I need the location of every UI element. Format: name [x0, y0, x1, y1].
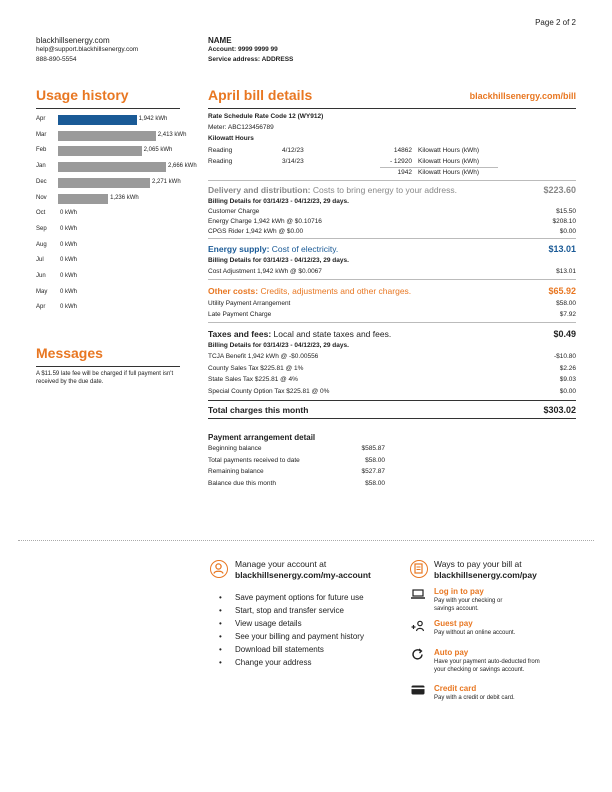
company-email[interactable]: help@support.blackhillsenergy.com [36, 46, 139, 53]
other-item: Late Payment Charge [208, 311, 272, 318]
arrangement-title: Payment arrangement detail [208, 433, 316, 442]
arrangement-item: Balance due this month [208, 480, 276, 487]
bill-details-title: April bill details [208, 87, 313, 103]
reading-date: 4/12/23 [282, 147, 304, 154]
rate-schedule: Rate Schedule Rate Code 12 (WY912) [208, 113, 324, 120]
usage-value: 1,236 kWh [110, 194, 139, 201]
other-item: Utility Payment Arrangement [208, 300, 291, 307]
manage-feature-item: • Change your address [235, 658, 312, 667]
usage-value: 0 kWh [60, 273, 78, 279]
tax-amount: -$10.80 [553, 353, 576, 360]
tax-item: State Sales Tax $225.81 @ 4% [208, 376, 298, 383]
usage-value: 0 kWh [60, 304, 78, 311]
supply-heading [208, 244, 338, 254]
delivery-amount: $15.50 [556, 208, 576, 215]
usage-value: 0 kWh [60, 241, 78, 248]
pay-heading: Ways to pay your bill at [434, 559, 522, 569]
other-divider [208, 322, 576, 323]
total-charges-amount: $303.02 [543, 405, 576, 415]
usage-bar [58, 194, 108, 204]
guest-pay-option[interactable]: Guest pay [434, 619, 473, 628]
total-bottom-divider [208, 418, 576, 419]
usage-row [36, 177, 186, 189]
supply-billing-details: Billing Details for 03/14/23 - 04/12/23, 29 days. [208, 257, 349, 264]
delivery-amount: $0.00 [559, 228, 576, 235]
usage-row [36, 145, 186, 157]
usage-month: Apr [36, 304, 46, 311]
reading-unit: Kilowatt Hours (kWh) [418, 158, 480, 165]
delivery-item: Customer Charge [208, 208, 260, 215]
arrangement-amount: $58.00 [365, 480, 385, 487]
readings-bottom-divider [208, 180, 576, 181]
manage-feature-item: • Save payment options for future use [235, 593, 364, 602]
usage-value: 0 kWh [60, 225, 78, 232]
supply-desc: Cost of electricity. [269, 244, 339, 254]
usage-value: 0 kWh [60, 257, 78, 264]
usage-month: Nov [36, 194, 47, 201]
laptop-icon [411, 589, 425, 601]
tax-item: TCJA Benefit 1,942 kWh @ -$0.00556 [208, 353, 319, 360]
usage-row [36, 302, 186, 314]
supply-total: $13.01 [548, 244, 576, 254]
reading-label: Reading [208, 158, 233, 165]
auto-pay-desc: Have your payment auto-deducted from [434, 659, 540, 665]
usage-value: 2,065 kWh [143, 147, 173, 154]
taxes-heading [208, 329, 391, 339]
reading-total-unit: Kilowatt Hours (kWh) [418, 169, 480, 176]
usage-row [36, 114, 186, 126]
usage-month: Jan [36, 163, 46, 170]
guest-user-icon [411, 620, 425, 634]
taxes-total: $0.49 [553, 329, 576, 339]
supply-item: Cost Adjustment 1,942 kWh @ $0.0067 [208, 268, 322, 275]
delivery-item: Energy Charge 1,942 kWh @ $0.10716 [208, 218, 322, 225]
tax-amount: $0.00 [559, 388, 576, 395]
usage-row [36, 240, 186, 252]
usage-month: Oct [36, 210, 46, 217]
reading-value: 14862 [393, 147, 412, 154]
arrangement-item: Remaining balance [208, 468, 264, 475]
tax-item: Special County Option Tax $225.81 @ 0% [208, 388, 330, 395]
credit-card-desc: Pay with a credit or debit card. [434, 695, 515, 701]
arrangement-amount: $58.00 [365, 457, 385, 464]
usage-value: 1,942 kWh [138, 116, 168, 122]
delivery-divider [208, 238, 576, 239]
usage-row [36, 255, 186, 267]
supply-head: Energy supply: [208, 244, 270, 254]
bill-icon [410, 560, 428, 578]
auto-pay-desc: your checking or savings account. [434, 667, 525, 673]
company-website[interactable]: blackhillsenergy.com [36, 36, 110, 45]
arrangement-amount: $527.87 [361, 468, 385, 475]
arrangement-amount: $585.87 [361, 445, 385, 452]
login-pay-desc: savings account. [434, 606, 479, 612]
account-number: Account: 9999 9999 99 [208, 46, 278, 53]
arrangement-item: Total payments received to date [208, 457, 300, 464]
usage-bar [58, 162, 166, 172]
taxes-billing-details: Billing Details for 03/14/23 - 04/12/23, 29 days. [208, 342, 349, 349]
login-pay-option[interactable]: Log in to pay [434, 587, 484, 596]
usage-row [36, 193, 186, 205]
usage-month: Jul [36, 257, 44, 264]
reading-divider [380, 167, 498, 168]
usage-month: May [36, 288, 48, 295]
usage-value: 0 kWh [60, 288, 78, 295]
late-fee-message: A $11.59 late fee will be charged if full payment isn't received by the due date. [36, 371, 174, 385]
other-heading [208, 286, 411, 296]
taxes-desc: Local and state taxes and fees. [271, 329, 392, 339]
bill-divider [208, 108, 576, 109]
delivery-head: Delivery and distribution: [208, 185, 311, 195]
usage-row [36, 287, 186, 299]
delivery-item: CPGS Rider 1,942 kWh @ $0.00 [208, 228, 304, 235]
usage-value: 0 kWh [60, 210, 78, 217]
kwh-header: Kilowatt Hours [208, 135, 254, 142]
tax-item: County Sales Tax $225.81 @ 1% [208, 365, 304, 372]
credit-card-option[interactable]: Credit card [434, 684, 477, 693]
other-desc: Credits, adjustments and other charges. [258, 286, 412, 296]
reading-value: - 12920 [389, 158, 412, 165]
usage-row [36, 130, 186, 142]
usage-row [36, 208, 186, 220]
other-amount: $7.92 [559, 311, 576, 318]
usage-value: 2,271 kWh [151, 178, 181, 185]
refresh-icon [411, 648, 424, 663]
company-phone: 888-890-5554 [36, 56, 77, 63]
credit-card-icon [411, 685, 425, 697]
meter-number: Meter: ABC123456789 [208, 124, 274, 131]
bill-link[interactable]: blackhillsenergy.com/bill [469, 91, 576, 101]
guest-pay-desc: Pay without an online account. [434, 630, 516, 636]
manage-feature-item: • Download bill statements [235, 645, 324, 654]
tax-amount: $9.03 [559, 376, 576, 383]
usage-month: Aug [36, 241, 47, 248]
service-address: Service address: ADDRESS [208, 56, 294, 63]
other-head: Other costs: [208, 286, 259, 296]
messages-divider [36, 366, 180, 367]
usage-bar [58, 146, 142, 156]
usage-bar [58, 131, 156, 141]
page-number: Page 2 of 2 [535, 18, 576, 27]
delivery-billing-details: Billing Details for 03/14/23 - 04/12/23, 29 days. [208, 198, 349, 205]
supply-divider [208, 279, 576, 280]
messages-title: Messages [36, 345, 103, 361]
manage-heading: Manage your account at [235, 559, 327, 569]
auto-pay-option[interactable]: Auto pay [434, 648, 469, 657]
usage-month: Feb [36, 147, 47, 154]
total-charges-label: Total charges this month [208, 405, 309, 415]
other-amount: $58.00 [556, 300, 576, 307]
manage-feature-item: • View usage details [235, 619, 302, 628]
usage-row [36, 224, 186, 236]
usage-month: Dec [36, 178, 47, 185]
login-pay-desc: Pay with your checking or [434, 598, 503, 604]
usage-row [36, 161, 197, 173]
tear-line [18, 540, 594, 541]
usage-month: Jun [36, 273, 46, 279]
manage-feature-item: • See your billing and payment history [235, 632, 364, 641]
reading-label: Reading [208, 147, 233, 154]
usage-history-title: Usage history [36, 87, 129, 103]
account-name: NAME [208, 36, 232, 45]
manage-account-link[interactable]: blackhillsenergy.com/my-account [235, 570, 371, 580]
tax-amount: $2.26 [559, 365, 576, 372]
pay-link[interactable]: blackhillsenergy.com/pay [434, 570, 537, 580]
supply-amount: $13.01 [556, 268, 576, 275]
delivery-amount: $208.10 [552, 218, 576, 225]
reading-total: 1942 [397, 169, 412, 176]
usage-value: 2,413 kWh [157, 131, 187, 138]
total-top-divider [208, 400, 576, 401]
taxes-head: Taxes and fees: [208, 329, 272, 339]
usage-month: Sep [36, 225, 47, 232]
usage-bar [58, 115, 137, 125]
user-icon [210, 560, 228, 578]
delivery-desc: Costs to bring energy to your address. [310, 185, 457, 195]
manage-feature-item: • Start, stop and transfer service [235, 606, 344, 615]
reading-date: 3/14/23 [282, 158, 304, 165]
usage-bar [58, 178, 150, 188]
other-total: $65.92 [548, 286, 576, 296]
reading-unit: Kilowatt Hours (kWh) [418, 147, 480, 154]
usage-month: Apr [36, 116, 46, 122]
delivery-heading [208, 185, 457, 195]
arrangement-item: Beginning balance [208, 445, 262, 452]
delivery-total: $223.60 [543, 185, 576, 195]
usage-row [36, 271, 186, 283]
usage-divider [36, 108, 180, 109]
usage-month: Mar [36, 131, 47, 138]
usage-value: 2,666 kWh [168, 163, 197, 170]
